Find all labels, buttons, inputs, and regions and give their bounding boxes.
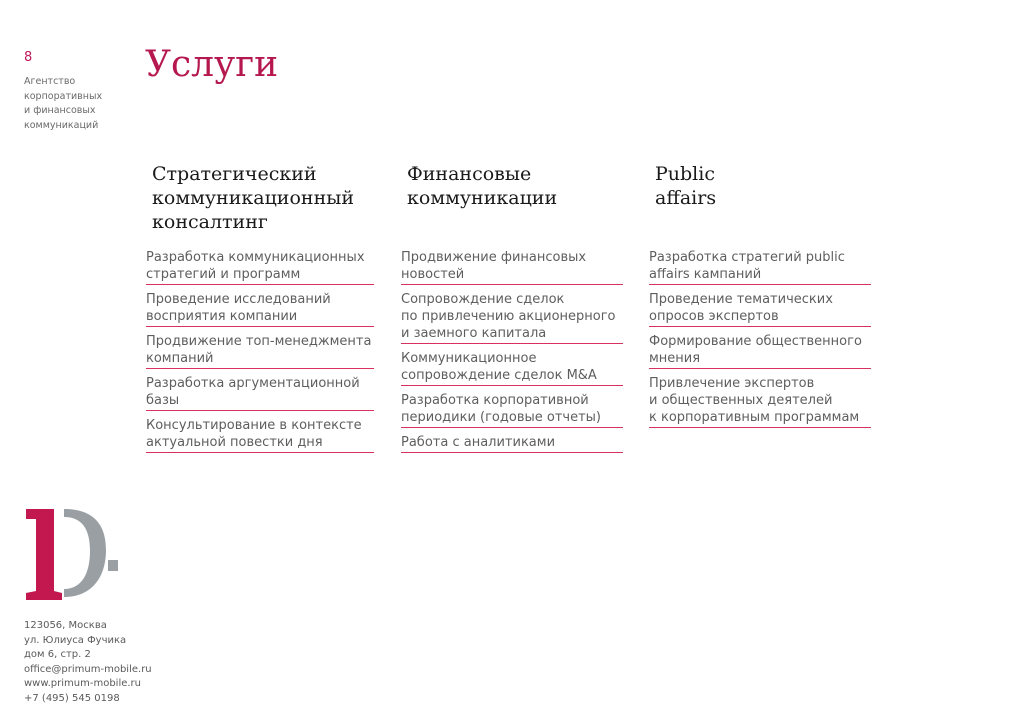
service-item-line: опросов экспертов (649, 309, 779, 324)
service-item (146, 417, 374, 453)
service-item (401, 249, 623, 285)
service-item-line: Консультирование в контексте (146, 418, 362, 433)
column-title (146, 162, 374, 249)
column-title (401, 162, 623, 249)
contact-email[interactable]: office@primum-mobile.ru (24, 663, 152, 675)
service-item-line: Проведение тематических (649, 292, 833, 307)
page-title: Услуги (145, 44, 279, 85)
contact-address-building: дом 6, стр. 2 (24, 649, 91, 660)
service-item (649, 333, 871, 369)
service-item-line: Проведение исследований (146, 292, 331, 307)
service-item (401, 291, 623, 344)
service-item-line: Сопровождение сделок (401, 292, 565, 307)
service-list (401, 249, 623, 453)
agency-line: и финансовых (24, 105, 96, 116)
service-item (146, 249, 374, 285)
column-title (649, 162, 871, 249)
service-item-line: новостей (401, 267, 465, 282)
service-list (146, 249, 374, 453)
column-title-line: консалтинг (152, 211, 268, 233)
column-title-line: Public (655, 163, 715, 185)
service-item-line: периодики (годовые отчеты) (401, 410, 601, 425)
service-item-line: компаний (146, 351, 214, 366)
service-item-line: базы (146, 393, 180, 408)
service-item-line: к корпоративным программам (649, 410, 860, 425)
primum-mobile-logo (24, 505, 124, 605)
service-item (649, 249, 871, 285)
service-item-line: Разработка коммуникационных (146, 250, 365, 265)
logo-dot-shape (108, 560, 118, 571)
contact-address-street: ул. Юлиуса Фучика (24, 634, 127, 646)
column-title-line: affairs (655, 187, 717, 209)
service-item-line: актуальной повестки дня (146, 435, 323, 450)
service-item (649, 291, 871, 327)
service-column-financial-communications (401, 162, 623, 459)
logo-stem-shape (26, 509, 62, 600)
service-item-line: мнения (649, 351, 701, 366)
agency-line: коммуникаций (24, 119, 99, 131)
service-item (146, 333, 374, 369)
service-item (146, 375, 374, 411)
service-item (401, 350, 623, 386)
service-item-line: восприятия компании (146, 309, 298, 324)
service-item (649, 375, 871, 428)
service-item-line: Разработка аргументационной (146, 376, 360, 391)
contact-address-city: 123056, Москва (24, 620, 107, 631)
service-item-line: Разработка стратегий public (649, 250, 845, 265)
service-item-line: по привлечению акционерного (401, 309, 616, 324)
service-column-public-affairs (649, 162, 871, 434)
service-item-line: стратегий и программ (146, 267, 301, 282)
service-item-line: Продвижение топ-менеджмента (146, 334, 372, 349)
page-number: 8 (24, 50, 33, 65)
contact-phone: +7 (495) 545 0198 (24, 692, 120, 704)
logo-bowl-shape (64, 509, 106, 597)
service-item-line: Привлечение экспертов (649, 376, 815, 391)
contact-block (24, 619, 152, 706)
service-item (401, 392, 623, 428)
service-item-line: affairs кампаний (649, 267, 762, 282)
contact-website[interactable]: www.primum-mobile.ru (24, 678, 142, 689)
service-item-line: Продвижение финансовых (401, 250, 587, 265)
service-item-line: Коммуникационное (401, 351, 537, 366)
agency-name (24, 75, 134, 133)
service-item-line: Формирование общественного (649, 334, 862, 349)
service-item (401, 434, 623, 453)
service-item-line: Разработка корпоративной (401, 393, 589, 408)
service-item-line: Работа с аналитиками (401, 435, 556, 450)
service-item-line: сопровождение сделок M&A (401, 368, 597, 383)
agency-line: корпоративных (24, 90, 103, 102)
service-item (146, 291, 374, 327)
service-item-line: и общественных деятелей (649, 393, 833, 408)
column-title-line: коммуникации (407, 187, 558, 209)
column-title-line: Финансовые (407, 163, 532, 185)
column-title-line: Стратегический (152, 163, 317, 185)
agency-line: Агентство (24, 76, 76, 87)
service-column-strategic-consulting (146, 162, 374, 459)
service-list (649, 249, 871, 428)
service-item-line: и заемного капитала (401, 326, 547, 341)
column-title-line: коммуникационный (152, 187, 355, 209)
